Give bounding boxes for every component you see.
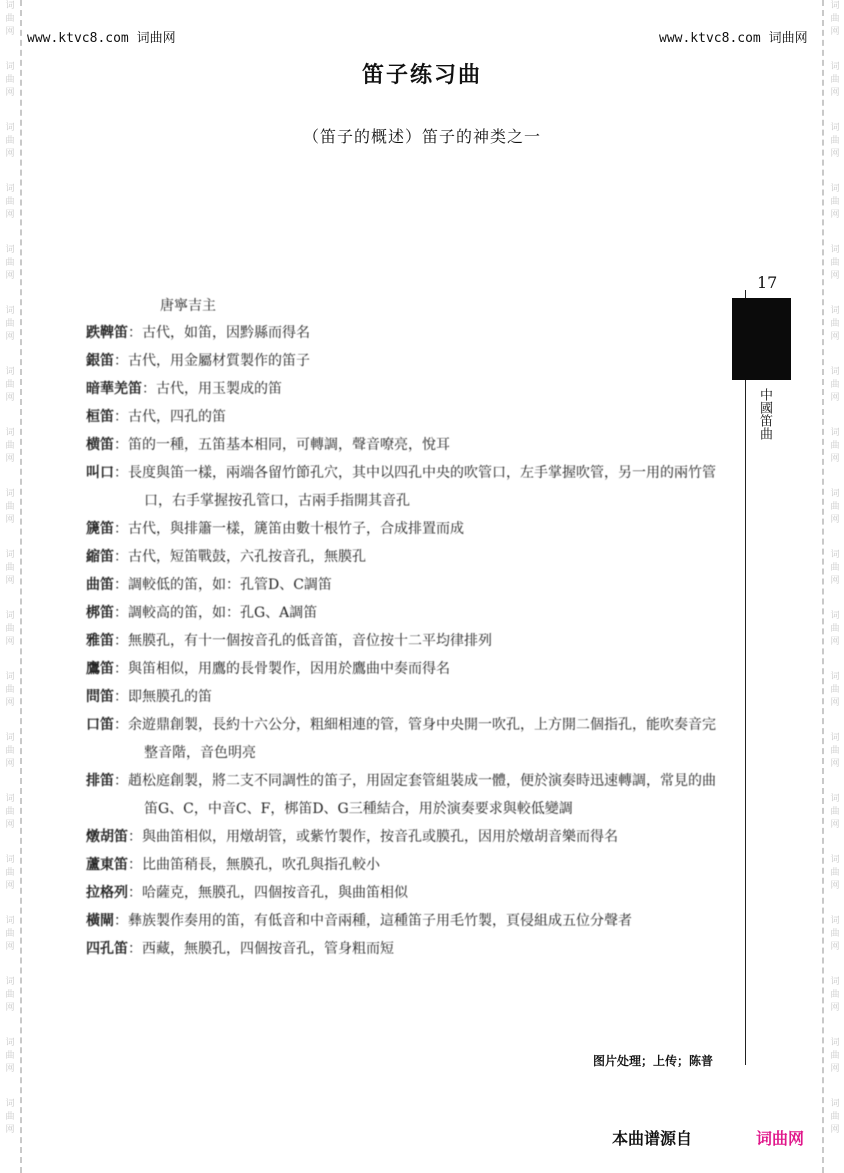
watermark-group xyxy=(1,549,19,610)
watermark-glyph: 网 xyxy=(830,454,840,464)
right-watermark-column xyxy=(826,0,844,1159)
watermark-glyph: 曲 xyxy=(830,319,840,329)
watermark-glyph: 曲 xyxy=(5,1051,15,1061)
watermark-glyph: 网 xyxy=(830,1064,840,1074)
header-site-right[interactable] xyxy=(659,27,808,46)
watermark-glyph: 词 xyxy=(830,62,840,72)
glossary-entry xyxy=(86,515,726,543)
watermark-glyph: 曲 xyxy=(830,807,840,817)
watermark-glyph: 曲 xyxy=(5,75,15,85)
watermark-group xyxy=(1,427,19,488)
entry-term: 曲笛 xyxy=(86,577,114,593)
watermark-glyph: 曲 xyxy=(5,1112,15,1122)
watermark-glyph: 曲 xyxy=(5,563,15,573)
entry-description: ：古代，用玉製成的笛 xyxy=(142,381,282,397)
watermark-glyph: 词 xyxy=(5,367,15,377)
glossary-entry xyxy=(86,879,726,907)
chapter-number: 17 xyxy=(757,273,778,292)
watermark-group xyxy=(1,732,19,793)
entry-term: 問笛 xyxy=(86,689,114,705)
entry-description: ：余遊鼎創製，長約十六公分，粗細相連的管，管身中央開一吹孔，上方開二個指孔，能吹奏音完整音階，音色明亮 xyxy=(114,717,716,761)
watermark-glyph: 词 xyxy=(830,1099,840,1109)
watermark-glyph: 网 xyxy=(5,942,15,952)
watermark-glyph: 曲 xyxy=(5,502,15,512)
scanned-text-body xyxy=(86,295,726,963)
watermark-glyph: 词 xyxy=(830,977,840,987)
watermark-glyph: 曲 xyxy=(5,990,15,1000)
entry-term: 蘆東笛 xyxy=(86,857,128,873)
watermark-glyph: 词 xyxy=(5,1,15,11)
watermark-group xyxy=(1,183,19,244)
watermark-glyph: 网 xyxy=(5,149,15,159)
watermark-group xyxy=(826,427,844,488)
watermark-glyph: 曲 xyxy=(830,197,840,207)
watermark-group xyxy=(1,793,19,854)
site-name-text: 词曲网 xyxy=(136,31,176,46)
watermark-glyph: 网 xyxy=(5,1125,15,1135)
watermark-glyph: 曲 xyxy=(5,197,15,207)
watermark-group xyxy=(826,854,844,915)
watermark-glyph: 曲 xyxy=(830,441,840,451)
entry-term: 燉胡笛 xyxy=(86,829,128,845)
watermark-group xyxy=(1,915,19,976)
watermark-glyph: 词 xyxy=(830,489,840,499)
entry-description: ：古代，短笛戰鼓，六孔按音孔，無膜孔 xyxy=(114,549,366,565)
entry-term: 暗華羌笛 xyxy=(86,381,142,397)
watermark-glyph: 词 xyxy=(830,428,840,438)
watermark-glyph: 网 xyxy=(830,88,840,98)
watermark-glyph: 网 xyxy=(830,515,840,525)
entry-description: ：哈薩克，無膜孔，四個按音孔，與曲笛相似 xyxy=(128,885,408,901)
entry-description: ：與曲笛相似，用燉胡管，或紫竹製作，按音孔或膜孔，因用於燉胡音樂而得名 xyxy=(128,829,618,845)
entry-term: 横笛 xyxy=(86,437,114,453)
watermark-glyph: 曲 xyxy=(830,258,840,268)
watermark-glyph: 词 xyxy=(830,550,840,560)
glossary-entry xyxy=(86,459,726,515)
header-site-left[interactable] xyxy=(27,27,176,46)
glossary-entry xyxy=(86,431,726,459)
watermark-glyph: 词 xyxy=(5,794,15,804)
watermark-glyph: 词 xyxy=(5,62,15,72)
watermark-glyph: 曲 xyxy=(5,929,15,939)
entry-description: ：笛的一種，五笛基本相同，可轉調，聲音嘹亮，悅耳 xyxy=(114,437,450,453)
watermark-group xyxy=(826,183,844,244)
watermark-glyph: 词 xyxy=(5,1038,15,1048)
watermark-glyph: 网 xyxy=(5,210,15,220)
watermark-group xyxy=(1,976,19,1037)
entry-term: 篪笛 xyxy=(86,521,114,537)
watermark-glyph: 网 xyxy=(830,820,840,830)
entry-description: ：調較低的笛，如：孔管D、C調笛 xyxy=(114,577,332,593)
watermark-glyph: 词 xyxy=(5,672,15,682)
entry-description: ：長度與笛一樣，兩端各留竹節孔穴，其中以四孔中央的吹管口，左手掌握吹管，另一用的兩竹管口，右手掌握按孔管口，古兩手指開其音孔 xyxy=(114,465,716,509)
watermark-glyph: 网 xyxy=(5,881,15,891)
entry-term: 銀笛 xyxy=(86,353,114,369)
entry-term: 跌鞞笛 xyxy=(86,325,128,341)
entry-term: 雅笛 xyxy=(86,633,114,649)
entry-description: ：無膜孔，有十一個按音孔的低音笛，音位按十二平均律排列 xyxy=(114,633,492,649)
watermark-glyph: 网 xyxy=(5,88,15,98)
watermark-glyph: 词 xyxy=(5,123,15,133)
site-url-text: www.ktvc8.com xyxy=(27,31,129,46)
watermark-glyph: 词 xyxy=(5,1099,15,1109)
watermark-group xyxy=(1,366,19,427)
watermark-group xyxy=(826,549,844,610)
watermark-group xyxy=(1,1098,19,1159)
glossary-entry xyxy=(86,655,726,683)
entry-term: 鷹笛 xyxy=(86,661,114,677)
glossary-entry xyxy=(86,599,726,627)
watermark-group xyxy=(826,305,844,366)
left-watermark-column xyxy=(1,0,19,1159)
watermark-group xyxy=(826,244,844,305)
watermark-group xyxy=(826,915,844,976)
entry-description: ：古代，與排簫一樣，篪笛由數十根竹子，合成排置而成 xyxy=(114,521,464,537)
watermark-group xyxy=(1,0,19,61)
watermark-glyph: 曲 xyxy=(830,1112,840,1122)
watermark-glyph: 词 xyxy=(830,916,840,926)
watermark-glyph: 词 xyxy=(5,306,15,316)
watermark-glyph: 词 xyxy=(830,1038,840,1048)
entry-description: ：趙松庭創製，將二支不同調性的笛子，用固定套管組裝成一體，便於演奏時迅速轉調，常見的曲笛G、C，中音C、F，梆笛D、G三種結合，用於演奏要求與較低變調 xyxy=(114,773,716,817)
watermark-glyph: 词 xyxy=(830,245,840,255)
footer-brand-link[interactable]: 词曲网 xyxy=(756,1129,805,1148)
watermark-glyph: 曲 xyxy=(5,380,15,390)
watermark-glyph: 网 xyxy=(830,881,840,891)
watermark-glyph: 曲 xyxy=(5,807,15,817)
watermark-glyph: 词 xyxy=(830,611,840,621)
entry-description: ：古代，如笛，因黔縣而得名 xyxy=(128,325,310,341)
chapter-tab-block xyxy=(732,298,791,380)
entry-description: ：即無膜孔的笛 xyxy=(114,689,212,705)
watermark-glyph: 网 xyxy=(5,393,15,403)
watermark-glyph: 曲 xyxy=(830,563,840,573)
watermark-group xyxy=(1,1037,19,1098)
watermark-group xyxy=(826,610,844,671)
watermark-glyph: 网 xyxy=(830,271,840,281)
watermark-glyph: 词 xyxy=(5,977,15,987)
entry-description: ：彝族製作奏用的笛，有低音和中音兩種，這種笛子用毛竹製，頁侵組成五位分聲者 xyxy=(114,913,632,929)
glossary-entry xyxy=(86,543,726,571)
watermark-glyph: 词 xyxy=(5,184,15,194)
watermark-glyph: 曲 xyxy=(5,685,15,695)
watermark-glyph: 网 xyxy=(830,149,840,159)
site-url-text: www.ktvc8.com xyxy=(659,31,761,46)
glossary-entry xyxy=(86,851,726,879)
entry-term: 四孔笛 xyxy=(86,941,128,957)
watermark-glyph: 曲 xyxy=(830,14,840,24)
entry-term: 排笛 xyxy=(86,773,114,789)
watermark-glyph: 词 xyxy=(5,916,15,926)
entry-term: 叫口 xyxy=(86,465,114,481)
entry-list xyxy=(86,319,726,963)
watermark-glyph: 词 xyxy=(5,489,15,499)
watermark-glyph: 词 xyxy=(830,306,840,316)
watermark-glyph: 曲 xyxy=(830,136,840,146)
watermark-glyph: 曲 xyxy=(830,990,840,1000)
entry-term: 口笛 xyxy=(86,717,114,733)
watermark-glyph: 曲 xyxy=(830,380,840,390)
entry-description: ：調較高的笛，如：孔G、A調笛 xyxy=(114,605,318,621)
watermark-glyph: 网 xyxy=(830,637,840,647)
watermark-glyph: 曲 xyxy=(5,14,15,24)
watermark-glyph: 词 xyxy=(5,428,15,438)
watermark-group xyxy=(826,1037,844,1098)
page-title: 笛子练习曲 xyxy=(361,62,482,88)
watermark-glyph: 词 xyxy=(5,611,15,621)
entry-description: ：西藏，無膜孔，四個按音孔，管身粗而短 xyxy=(128,941,394,957)
watermark-group xyxy=(826,0,844,61)
watermark-group xyxy=(826,793,844,854)
glossary-entry xyxy=(86,683,726,711)
watermark-glyph: 曲 xyxy=(5,319,15,329)
page-subtitle: （笛子的概述）笛子的神类之一 xyxy=(302,127,541,146)
watermark-glyph: 网 xyxy=(830,210,840,220)
watermark-glyph: 曲 xyxy=(830,868,840,878)
entry-term: 梆笛 xyxy=(86,605,114,621)
watermark-glyph: 网 xyxy=(5,1003,15,1013)
entry-term: 縮笛 xyxy=(86,549,114,565)
watermark-glyph: 网 xyxy=(5,576,15,586)
watermark-glyph: 词 xyxy=(5,733,15,743)
watermark-glyph: 词 xyxy=(830,733,840,743)
watermark-glyph: 网 xyxy=(830,698,840,708)
glossary-entry xyxy=(86,627,726,655)
watermark-glyph: 网 xyxy=(5,759,15,769)
glossary-entry xyxy=(86,711,726,767)
margin-rule xyxy=(745,290,746,1065)
watermark-glyph: 曲 xyxy=(830,746,840,756)
watermark-glyph: 网 xyxy=(830,1003,840,1013)
watermark-glyph: 网 xyxy=(5,637,15,647)
site-name-text: 词曲网 xyxy=(768,31,808,46)
watermark-glyph: 曲 xyxy=(5,441,15,451)
watermark-glyph: 词 xyxy=(830,794,840,804)
glossary-entry xyxy=(86,571,726,599)
watermark-group xyxy=(826,488,844,549)
glossary-entry xyxy=(86,767,726,823)
watermark-group xyxy=(826,976,844,1037)
entry-description: ：古代，四孔的笛 xyxy=(114,409,226,425)
watermark-glyph: 曲 xyxy=(5,868,15,878)
watermark-glyph: 词 xyxy=(5,550,15,560)
watermark-group xyxy=(1,671,19,732)
watermark-glyph: 曲 xyxy=(5,746,15,756)
watermark-glyph: 词 xyxy=(830,367,840,377)
entry-description: ：與笛相似，用鷹的長骨製作，因用於鷹曲中奏而得名 xyxy=(114,661,450,677)
watermark-glyph: 曲 xyxy=(830,1051,840,1061)
watermark-group xyxy=(826,671,844,732)
watermark-glyph: 网 xyxy=(830,576,840,586)
watermark-glyph: 曲 xyxy=(5,624,15,634)
watermark-group xyxy=(1,854,19,915)
watermark-glyph: 曲 xyxy=(830,685,840,695)
image-credit: 图片处理；上传；陈普 xyxy=(593,1054,714,1068)
entry-term: 橫閘 xyxy=(86,913,114,929)
entry-description: ：古代，用金屬材質製作的笛子 xyxy=(114,353,310,369)
vertical-section-label: 中國笛曲 xyxy=(757,388,772,440)
watermark-glyph: 词 xyxy=(830,672,840,682)
watermark-glyph: 曲 xyxy=(5,258,15,268)
glossary-entry xyxy=(86,347,726,375)
watermark-group xyxy=(1,305,19,366)
watermark-glyph: 网 xyxy=(830,27,840,37)
watermark-group xyxy=(1,610,19,671)
watermark-glyph: 词 xyxy=(5,855,15,865)
glossary-entry xyxy=(86,823,726,851)
watermark-glyph: 曲 xyxy=(830,75,840,85)
entry-description: ：比曲笛稍長，無膜孔，吹孔與指孔較小 xyxy=(128,857,380,873)
watermark-glyph: 网 xyxy=(5,515,15,525)
watermark-glyph: 词 xyxy=(5,245,15,255)
watermark-glyph: 网 xyxy=(5,454,15,464)
watermark-group xyxy=(1,488,19,549)
watermark-glyph: 网 xyxy=(5,1064,15,1074)
watermark-glyph: 曲 xyxy=(830,624,840,634)
watermark-glyph: 词 xyxy=(830,855,840,865)
glossary-entry xyxy=(86,935,726,963)
glossary-entry xyxy=(86,375,726,403)
entry-term: 拉格列 xyxy=(86,885,128,901)
left-dashed-border xyxy=(20,0,24,1173)
watermark-group xyxy=(826,1098,844,1159)
watermark-glyph: 曲 xyxy=(830,929,840,939)
watermark-glyph: 词 xyxy=(830,184,840,194)
watermark-group xyxy=(826,366,844,427)
watermark-group xyxy=(826,732,844,793)
watermark-glyph: 网 xyxy=(5,698,15,708)
watermark-glyph: 网 xyxy=(5,820,15,830)
watermark-glyph: 词 xyxy=(830,1,840,11)
watermark-glyph: 网 xyxy=(830,332,840,342)
watermark-glyph: 曲 xyxy=(5,136,15,146)
watermark-glyph: 词 xyxy=(830,123,840,133)
watermark-glyph: 网 xyxy=(830,759,840,769)
glossary-entry xyxy=(86,403,726,431)
watermark-glyph: 网 xyxy=(5,27,15,37)
glossary-entry xyxy=(86,319,726,347)
watermark-glyph: 网 xyxy=(830,942,840,952)
watermark-glyph: 网 xyxy=(830,393,840,403)
scan-section-header: 唐寧吉主 xyxy=(160,298,216,314)
watermark-glyph: 曲 xyxy=(830,502,840,512)
entry-term: 桓笛 xyxy=(86,409,114,425)
footer-source-label: 本曲谱源自 xyxy=(612,1129,693,1148)
watermark-group xyxy=(1,244,19,305)
watermark-glyph: 网 xyxy=(5,332,15,342)
watermark-glyph: 网 xyxy=(5,271,15,281)
glossary-entry xyxy=(86,907,726,935)
watermark-glyph: 网 xyxy=(830,1125,840,1135)
